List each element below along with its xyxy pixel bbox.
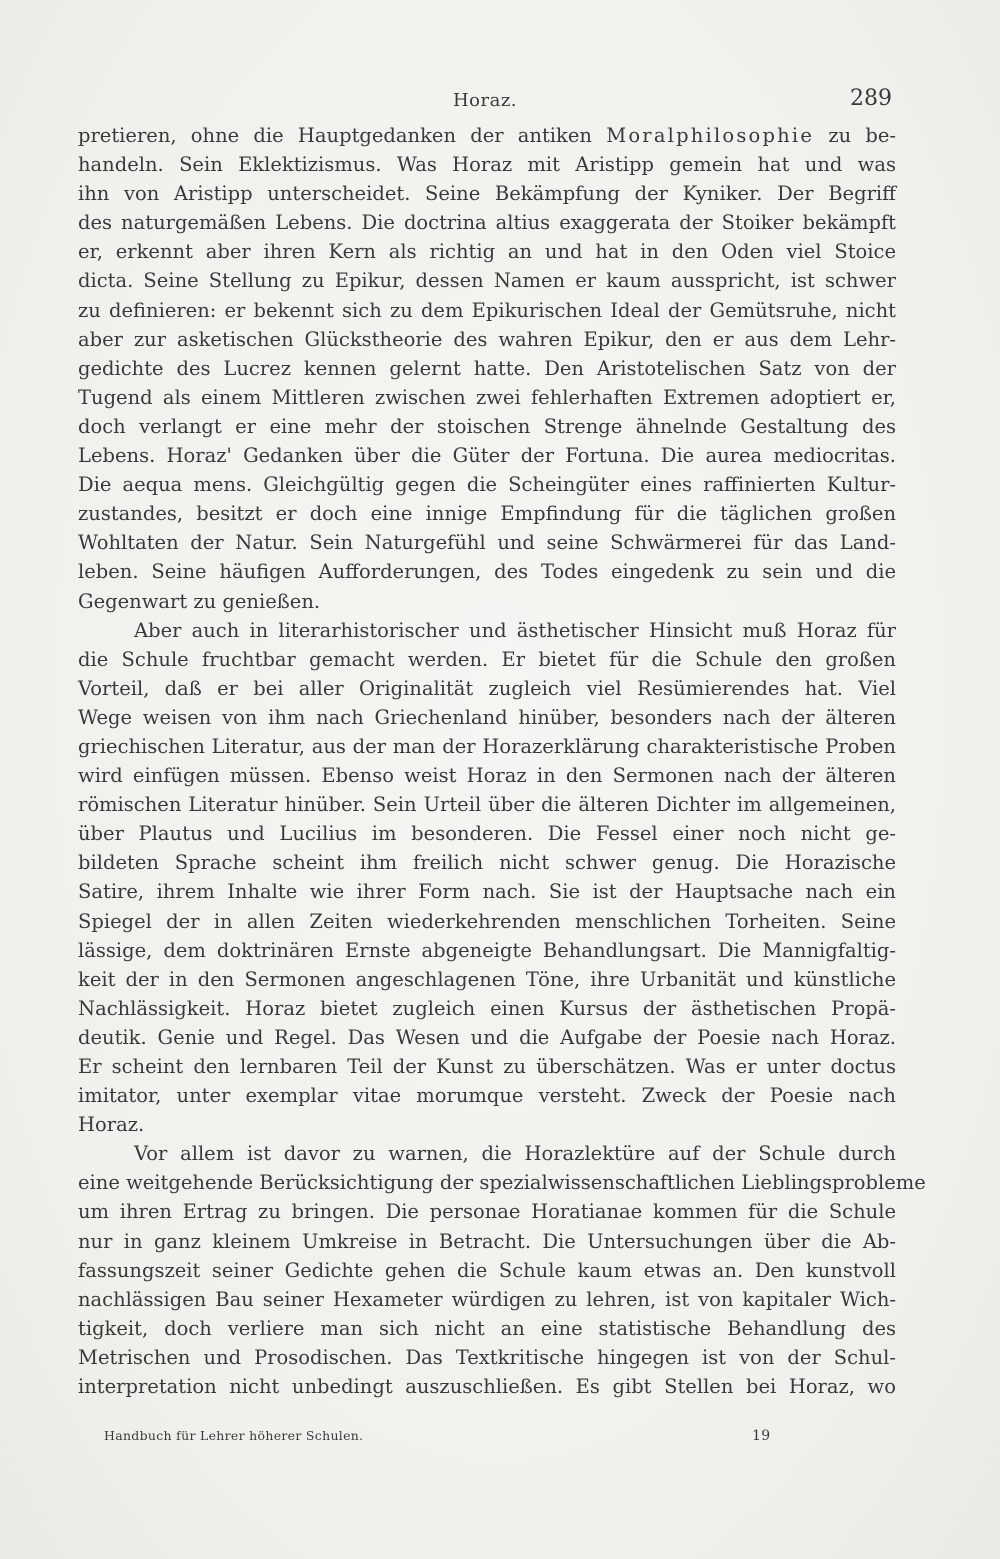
- text-line: Satire, ihrem Inhalte wie ihrer Form nach. Sie ist der Hauptsache nach ein: [78, 880, 896, 904]
- running-head: [78, 84, 892, 116]
- text-line: Gegenwart zu genießen.: [78, 589, 321, 613]
- text-line: lässige, dem doktrinären Ernste abgeneigte Behandlungsart. Die Mannigfaltig-: [78, 938, 896, 962]
- body-text: [78, 121, 926, 1401]
- text-line: aber zur asketischen Glückstheorie des wahren Epikur, den er aus dem Lehr-: [78, 327, 896, 351]
- text-line: deutik. Genie und Regel. Das Wesen und die Aufgabe der Poesie nach Horaz.: [78, 1025, 896, 1049]
- text-line: griechischen Literatur, aus der man der Horazerklärung charakteristische Proben: [78, 734, 896, 758]
- text-line-segment: pretieren, ohne die Hauptgedanken der antiken: [78, 124, 607, 147]
- text-line: gedichte des Lucrez kennen gelernt hatte. Den Aristotelischen Satz von der: [78, 356, 896, 380]
- text-line: Nachlässigkeit. Horaz bietet zugleich einen Kursus der ästhetischen Propä-: [78, 996, 896, 1020]
- page-footer: [104, 1428, 794, 1448]
- text-line: zu definieren: er bekennt sich zu dem Epikurischen Ideal der Gemütsruhe, nicht: [78, 298, 896, 322]
- footer-book-title: Handbuch für Lehrer höherer Schulen.: [104, 1428, 364, 1443]
- text-line: fassungszeit seiner Gedichte gehen die Schule kaum etwas an. Den kunstvoll: [78, 1258, 896, 1282]
- text-line: bildeten Sprache scheint ihm freilich nicht schwer genug. Die Horazische: [78, 851, 896, 875]
- text-line: die Schule fruchtbar gemacht werden. Er bietet für die Schule den großen: [78, 647, 896, 671]
- text-line: Metrischen und Prosodischen. Das Textkritische hingegen ist von der Schul-: [78, 1345, 896, 1369]
- text-line: dicta. Seine Stellung zu Epikur, dessen Namen er kaum ausspricht, ist schwer: [78, 269, 896, 293]
- text-line: Wege weisen von ihm nach Griechenland hinüber, besonders nach der älteren: [78, 705, 896, 729]
- text-line: Vorteil, daß er bei aller Originalität zugleich viel Resümierendes hat. Viel: [78, 676, 896, 700]
- text-line: handeln. Sein Eklektizismus. Was Horaz mit Aristipp gemein hat und was: [78, 153, 896, 177]
- text-line: Er scheint den lernbaren Teil der Kunst zu überschätzen. Was er unter doctus: [78, 1055, 896, 1078]
- page-number: 289: [850, 86, 892, 111]
- text-line: Spiegel der in allen Zeiten wiederkehrenden menschlichen Torheiten. Seine: [78, 909, 896, 933]
- text-line: interpretation nicht unbedingt auszuschließen. Es gibt Stellen bei Horaz, wo: [78, 1375, 896, 1399]
- text-line: ihn von Aristipp unterscheidet. Seine Bekämpfung der Kyniker. Der Begriff: [78, 182, 896, 206]
- text-line: imitator, unter exemplar vitae morumque versteht. Zweck der Poesie nach: [78, 1084, 896, 1108]
- text-line: nur in ganz kleinem Umkreise in Betracht. Die Untersuchungen über die Ab-: [78, 1229, 896, 1253]
- text-line: über Plautus und Lucilius im besonderen. Die Fessel einer noch nicht ge-: [78, 822, 896, 846]
- text-line: um ihren Ertrag zu bringen. Die personae Horatianae kommen für die Schule: [78, 1200, 896, 1224]
- text-line: doch verlangt er eine mehr der stoischen Strenge ähnelnde Gestaltung des: [78, 414, 896, 438]
- text-line: Aber auch in literarhistorischer und ästhetischer Hinsicht muß Horaz für: [134, 618, 896, 642]
- text-line: er, erkennt aber ihren Kern als richtig an und hat in den Oden viel Stoice: [78, 240, 896, 264]
- text-line: des naturgemäßen Lebens. Die doctrina altius exaggerata der Stoiker bekämpft: [78, 211, 896, 235]
- running-head-title: Horaz.: [452, 90, 518, 111]
- text-line: [78, 121, 896, 150]
- text-line: Lebens. Horaz' Gedanken über die Güter der Fortuna. Die aurea mediocritas.: [78, 444, 896, 468]
- text-line: zustandes, besitzt er doch eine innige Empfindung für die täglichen großen: [78, 502, 896, 526]
- spaced-emphasis: Moralphilosophie: [606, 124, 815, 147]
- text-line: Horaz.: [78, 1113, 145, 1137]
- text-line: nachlässigen Bau seiner Hexameter würdigen zu lehren, ist von kapitaler Wich-: [78, 1287, 896, 1311]
- text-line: tigkeit, doch verliere man sich nicht an eine statistische Behandlung des: [78, 1316, 896, 1340]
- text-line: keit der in den Sermonen angeschlagenen Töne, ihre Urbanität und künstliche: [78, 967, 896, 991]
- text-line: leben. Seine häufigen Aufforderungen, des Todes eingedenk zu sein und die: [78, 560, 896, 584]
- text-line: Tugend als einem Mittleren zwischen zwei fehlerhaften Extremen adoptiert er,: [78, 385, 896, 409]
- text-line: römischen Literatur hinüber. Sein Urteil über die älteren Dichter im allgemeinen,: [78, 793, 896, 817]
- text-line: Vor allem ist davor zu warnen, die Horazlektüre auf der Schule durch: [134, 1142, 896, 1166]
- text-line: wird einfügen müssen. Ebenso weist Horaz in den Sermonen nach der älteren: [78, 764, 896, 788]
- text-line-segment: zu be-: [814, 124, 896, 147]
- text-line: Die aequa mens. Gleichgültig gegen die Scheingüter eines raffinierten Kultur-: [78, 473, 896, 497]
- text-line: Wohltaten der Natur. Sein Naturgefühl und seine Schwärmerei für das Land-: [78, 531, 896, 555]
- text-line: eine weitgehende Berücksichtigung der spezialwissenschaftlichen Lieblingsprobleme: [78, 1171, 926, 1195]
- footer-signature-mark: 19: [752, 1428, 771, 1444]
